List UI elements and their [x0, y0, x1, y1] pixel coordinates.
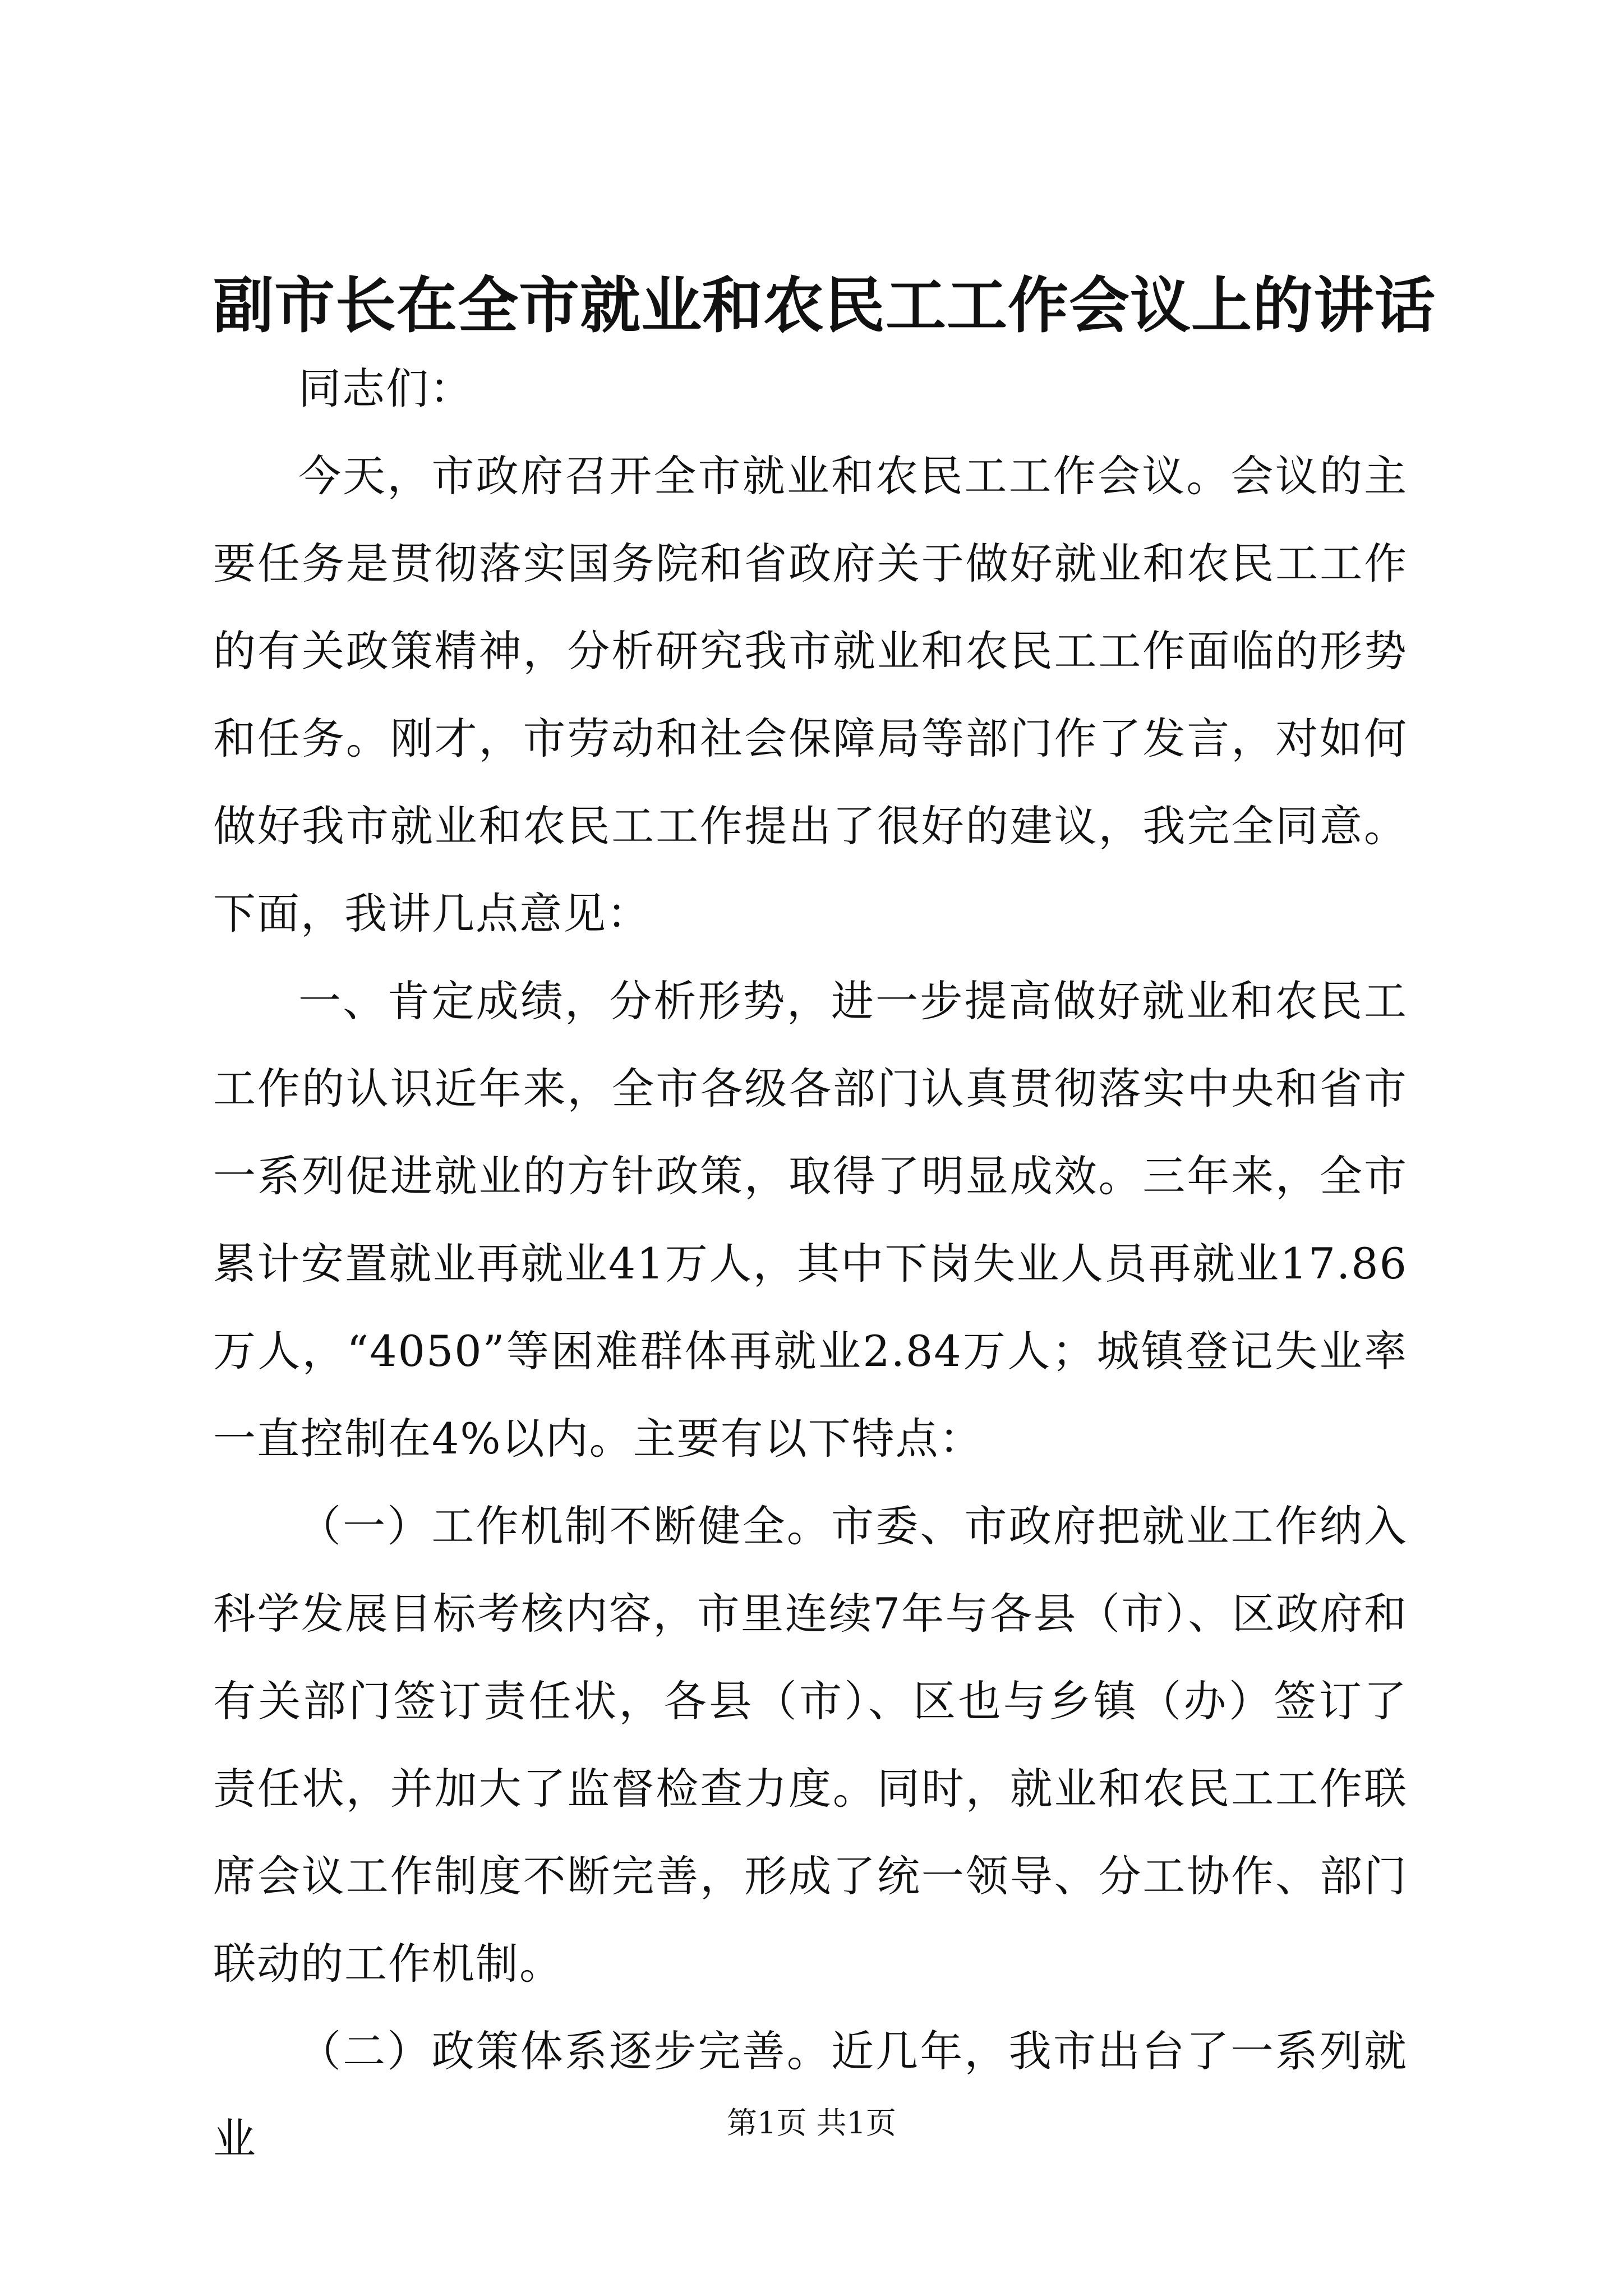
document-body — [213, 345, 1408, 2183]
paragraph-section-one: 一、肯定成绩，分析形势，进一步提高做好就业和农民工工作的认识近年来，全市各级各部门认真贯彻落实中央和省市一系列促进就业的方针政策，取得了明显成效。三年来，全市累计安置就业再就业41万人，其中下岗失业人员再就业17.86万人，“4050”等困难群体再就业2.84万人；城镇登记失业率一直控制在4%以内。主要有以下特点： — [213, 976, 1408, 1464]
paragraph-subsection-one: （一）工作机制不断健全。市委、市政府把就业工作纳入科学发展目标考核内容，市里连续7年与各县（市）、区政府和有关部门签订责任状，各县（市）、区也与乡镇（办）签订了责任状，并加大了监督检查力度。同时，就业和农民工工作联席会议工作制度不断完善，形成了统一领导、分工协作、部门联动的工作机制。 — [213, 1501, 1408, 1989]
document-title: 副市长在全市就业和农民工工作会议上的讲话 — [213, 270, 1436, 341]
paragraph-subsection-two: （二）政策体系逐步完善。近几年，我市出台了一系列就业 — [213, 2026, 1408, 2164]
paragraph-salutation: 同志们： — [298, 364, 473, 413]
page-footer: 第1页 共1页 — [727, 2105, 896, 2141]
paragraph-introduction: 今天，市政府召开全市就业和农民工工作会议。会议的主要任务是贯彻落实国务院和省政府关于做好就业和农民工工作的有关政策精神，分析研究我市就业和农民工工作面临的形势和任务。刚才，市劳动和社会保障局等部门作了发言，对如何做好我市就业和农民工工作提出了很好的建议，我完全同意。下面，我讲几点意见： — [213, 451, 1408, 938]
